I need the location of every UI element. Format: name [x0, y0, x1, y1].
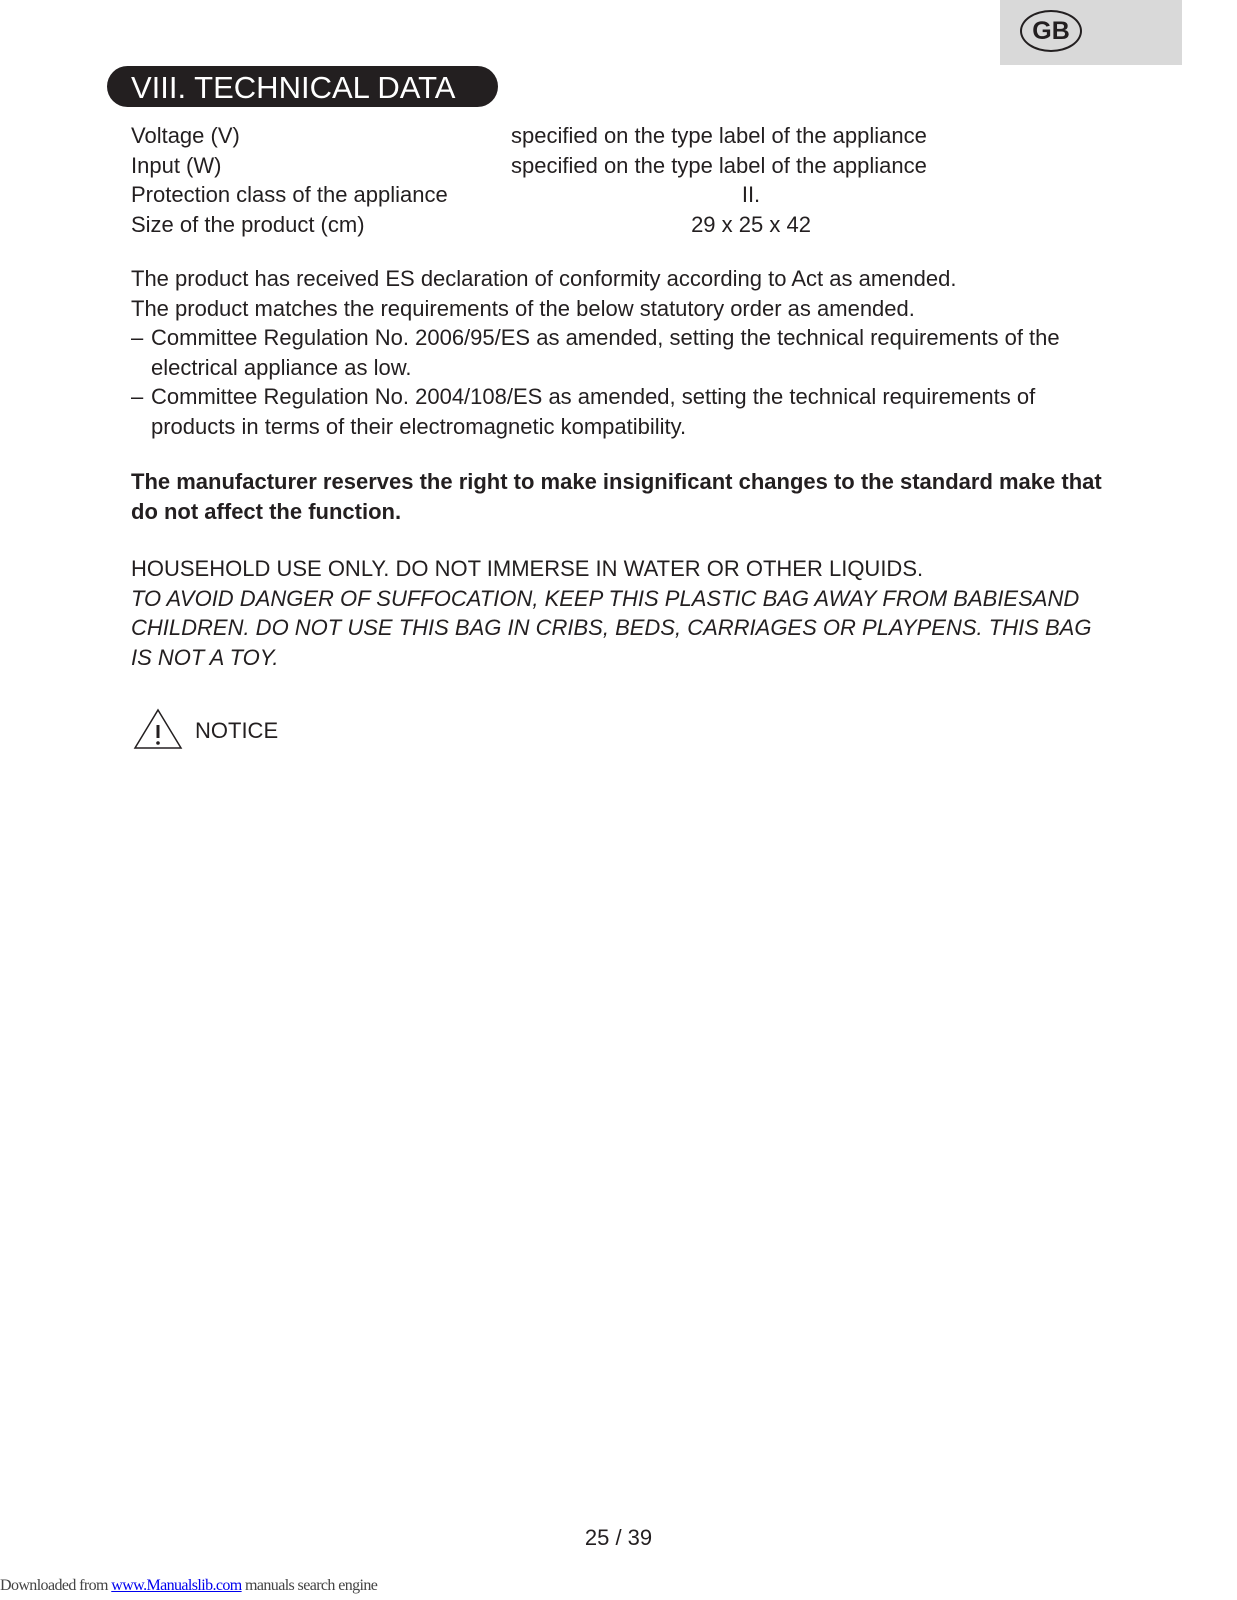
spec-row-input [131, 151, 1091, 181]
manualslib-link[interactable]: www.Manualslib.com [111, 1577, 242, 1594]
language-tab [1000, 0, 1182, 65]
section-title: VIII. TECHNICAL DATA [107, 66, 498, 107]
household-warning: HOUSEHOLD USE ONLY. DO NOT IMMERSE IN WATER OR OTHER LIQUIDS. [131, 556, 924, 581]
conformity-section [131, 264, 1111, 441]
notice-label: NOTICE [195, 718, 279, 743]
language-badge: GB [1020, 10, 1082, 52]
spec-value: specified on the type label of the appliance [511, 152, 927, 178]
page-number: 25 / 39 [584, 1525, 653, 1550]
footer-suffix: manuals search engine [241, 1577, 378, 1594]
footer-prefix: Downloaded from [0, 1577, 112, 1594]
spec-label: Protection class of the appliance [131, 182, 448, 207]
download-footer [0, 1577, 377, 1595]
spec-value: specified on the type label of the appliance [511, 123, 927, 148]
spec-row-protection-class [131, 180, 1091, 210]
conformity-line: The product matches the requirements of the below statutory order as amended. [131, 295, 915, 321]
spec-row-size [131, 210, 1091, 240]
notice [133, 710, 278, 752]
warning-triangle-icon [133, 708, 183, 755]
manufacturer-note: The manufacturer reserves the right to make insignificant changes to the standard make that do not affect the function. [131, 469, 1102, 524]
warnings-section [131, 554, 1111, 672]
suffocation-warning: TO AVOID DANGER OF SUFFOCATION, KEEP THIS PLASTIC BAG AWAY FROM BABIESAND CHILDREN. DO NOT USE THIS BAG IN CRIBS, BEDS, CARRIAGES OR PLAYPENS. THIS BAG IS NOT A TOY. [131, 585, 1092, 670]
spec-label: Voltage (V) [131, 123, 240, 148]
spec-row-voltage [131, 121, 1091, 151]
spec-label: Input (W) [131, 152, 222, 178]
spec-value: II. [741, 182, 761, 207]
conformity-line: The product has received ES declaration of conformity according to Act as amended. [131, 266, 957, 291]
regulation-item [131, 323, 1111, 382]
spec-value: 29 x 25 x 42 [691, 211, 811, 237]
technical-data-table [131, 121, 1091, 239]
regulation-text: Committee Regulation No. 2004/108/ES as amended, setting the technical requirements of products in terms of their electromagnetic kompatibility. [151, 384, 1036, 439]
regulation-text: Committee Regulation No. 2006/95/ES as amended, setting the technical requirements of the electrical appliance as low. [151, 325, 1060, 380]
spec-label: Size of the product (cm) [131, 211, 365, 237]
dash: – [131, 325, 144, 350]
dash: – [131, 384, 144, 409]
regulation-item [131, 382, 1111, 441]
